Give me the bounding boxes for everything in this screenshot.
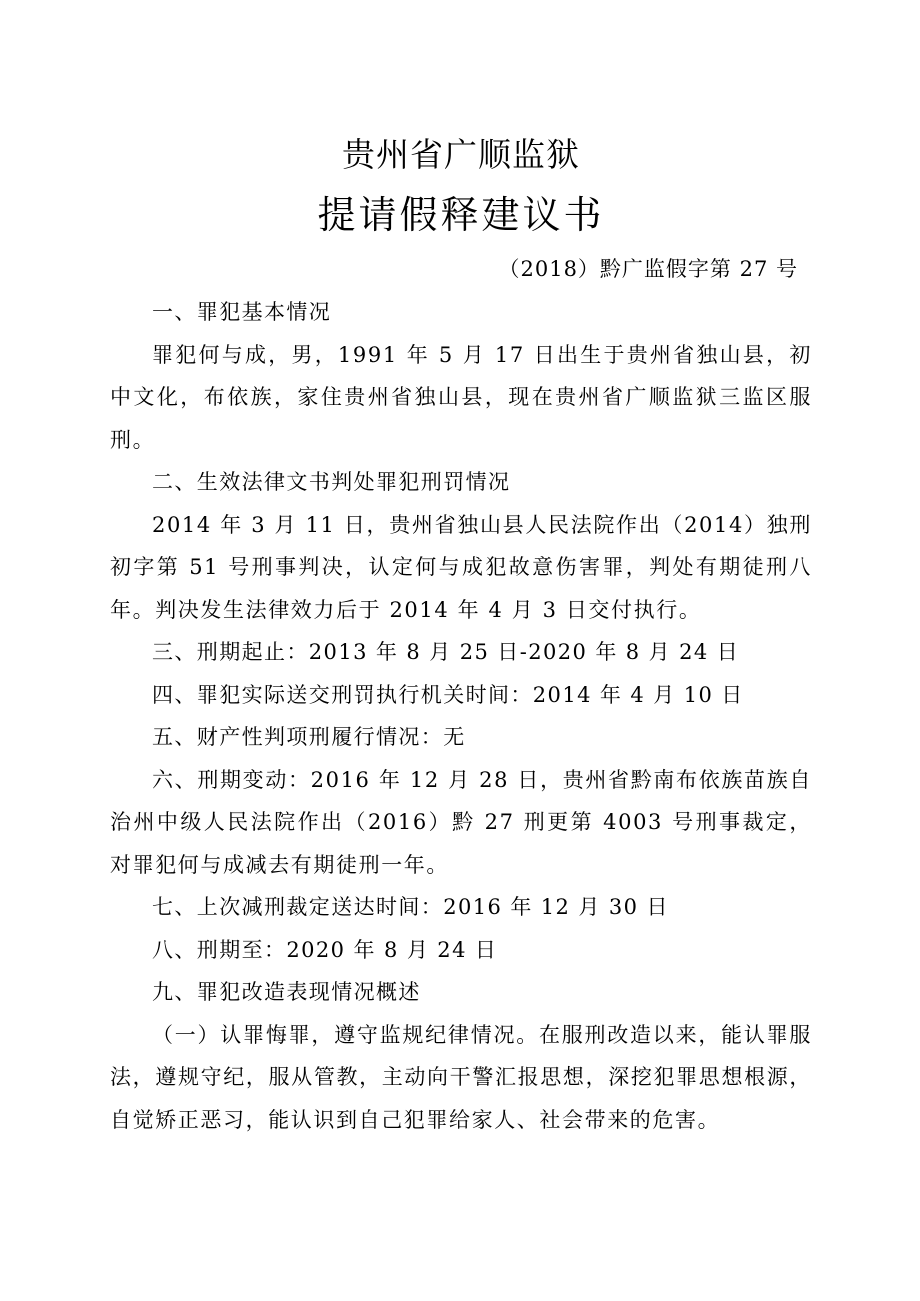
document-number: （2018）黔广监假字第 27 号: [498, 257, 798, 281]
section-delivery-time: 四、罪犯实际送交刑罚执行机关时间：2014 年 4 月 10 日: [152, 682, 744, 707]
document-title: 提请假释建议书: [317, 193, 605, 237]
paragraph-basic-info: 罪犯何与成，男，1991 年 5 月 17 日出生于贵州省独山县，初中文化，布依族，家住贵州省独山县，现在贵州省广顺监狱三监区服刑。: [110, 342, 812, 452]
section-property-judgment: 五、财产性判项刑履行情况：无: [152, 725, 466, 749]
section-heading-basic-info: 一、罪犯基本情况: [152, 300, 332, 324]
section-sentence-end: 八、刑期至：2020 年 8 月 24 日: [152, 937, 498, 962]
section-heading-reform: 九、罪犯改造表现情况概述: [152, 980, 421, 1004]
section-heading-judgment: 二、生效法律文书判处罪犯刑罚情况: [152, 470, 511, 494]
paragraph-judgment: 2014 年 3 月 11 日，贵州省独山县人民法院作出（2014）独刑初字第 51 号刑事判决，认定何与成犯故意伤害罪，判处有期徒刑八年。判决发生法律效力后于 2014 年 4 月 3 日交付执行。: [110, 512, 812, 622]
section-last-ruling-delivery: 七、上次减刑裁定送达时间：2016 年 12 月 30 日: [152, 895, 669, 919]
paragraph-reform-1: （一）认罪悔罪，遵守监规纪律情况。在服刑改造以来，能认罪服法，遵规守纪，服从管教，主动向干警汇报思想，深挖犯罪思想根源，自觉矫正恶习，能认识到自己犯罪给家人、社会带来的危害。: [110, 1022, 812, 1132]
organization-title: 贵州省广顺监狱: [342, 135, 580, 174]
paragraph-sentence-change: 六、刑期变动：2016 年 12 月 28 日，贵州省黔南布依族苗族自治州中级人民法院作出（2016）黔 27 刑更第 4003 号刑事裁定，对罪犯何与成减去有期徒刑一年。: [110, 767, 812, 877]
section-sentence-period: 三、刑期起止：2013 年 8 月 25 日-2020 年 8 月 24 日: [152, 640, 740, 664]
document-body: [110, 291, 812, 1141]
